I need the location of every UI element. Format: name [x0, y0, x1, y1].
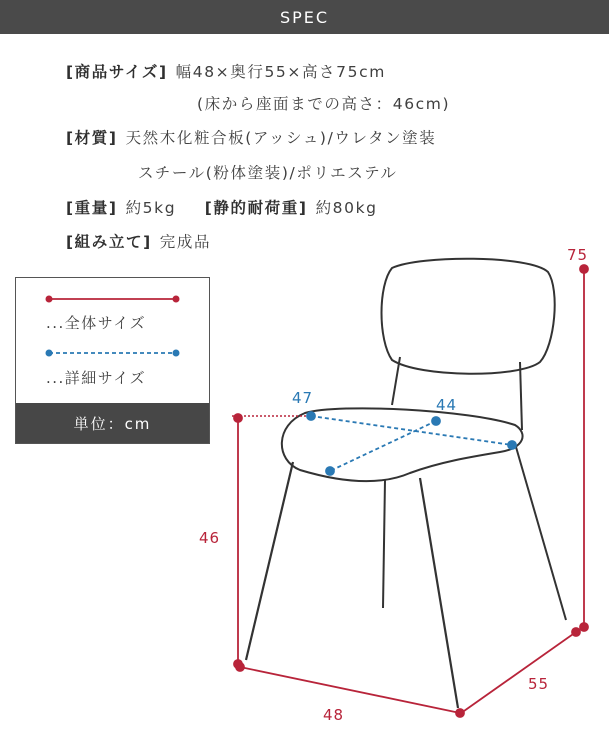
spec-assembly-label: [組み立て] — [66, 233, 152, 251]
spec-assembly-value: 完成品 — [159, 233, 212, 251]
chair-leg-back-right — [516, 447, 566, 620]
dim-seat-height-dot-top — [234, 414, 242, 422]
chair-backrest — [382, 259, 555, 374]
chair-leg-front-left — [246, 462, 293, 660]
dim-seat-width-dot-left — [307, 412, 315, 420]
spec-weight-value: 約5kg — [125, 199, 177, 217]
dim-width-dot-right — [456, 709, 464, 717]
dim-seat-height-label: 46 — [199, 529, 221, 547]
spec-size-sub: (床から座面までの高さ：46cm) — [197, 95, 451, 113]
spec-material-sub: スチール(粉体塗装)/ポリエステル — [138, 164, 398, 182]
dim-height-label: 75 — [567, 246, 589, 264]
dim-depth-line — [464, 632, 576, 711]
dim-width-label: 48 — [323, 706, 345, 724]
header-title: SPEC — [279, 7, 330, 27]
spec-size-value: 幅48×奥行55×高さ75cm — [175, 63, 386, 81]
dim-width-dot-left — [236, 663, 244, 671]
spec-material-value: 天然木化粧合板(アッシュ)/ウレタン塗装 — [125, 129, 437, 147]
spec-size-label: [商品サイズ] — [66, 63, 168, 81]
spec-material-label: [材質] — [66, 129, 118, 147]
dim-seat-depth-dot-bottom — [326, 467, 334, 475]
dim-height-dot-top — [580, 265, 588, 273]
dim-seat-depth-label: 44 — [436, 396, 458, 414]
dim-seat-depth-dot-top — [432, 417, 440, 425]
legend-detail-label: ...詳細サイズ — [46, 369, 147, 387]
dim-depth-dot-right — [572, 628, 580, 636]
dim-seat-width-dot-right — [508, 441, 516, 449]
chair-seat — [282, 408, 523, 481]
spec-weight-label: [重量] — [66, 199, 118, 217]
dim-seat-width-label: 47 — [292, 389, 314, 407]
spec-load-label: [静的耐荷重] — [204, 199, 308, 217]
dim-height-dot-bottom — [580, 623, 588, 631]
chair-back-support-right — [520, 362, 522, 430]
unit-label: 単位：cm — [73, 414, 152, 433]
chair-leg-front-right — [420, 478, 458, 708]
spec-load-value: 約80kg — [315, 199, 378, 217]
chair-back-support-left — [392, 357, 400, 405]
dim-width-line — [240, 667, 460, 713]
chair-leg-back-left — [383, 480, 385, 608]
legend-overall-label: ...全体サイズ — [46, 314, 147, 332]
dim-depth-label: 55 — [528, 675, 550, 693]
